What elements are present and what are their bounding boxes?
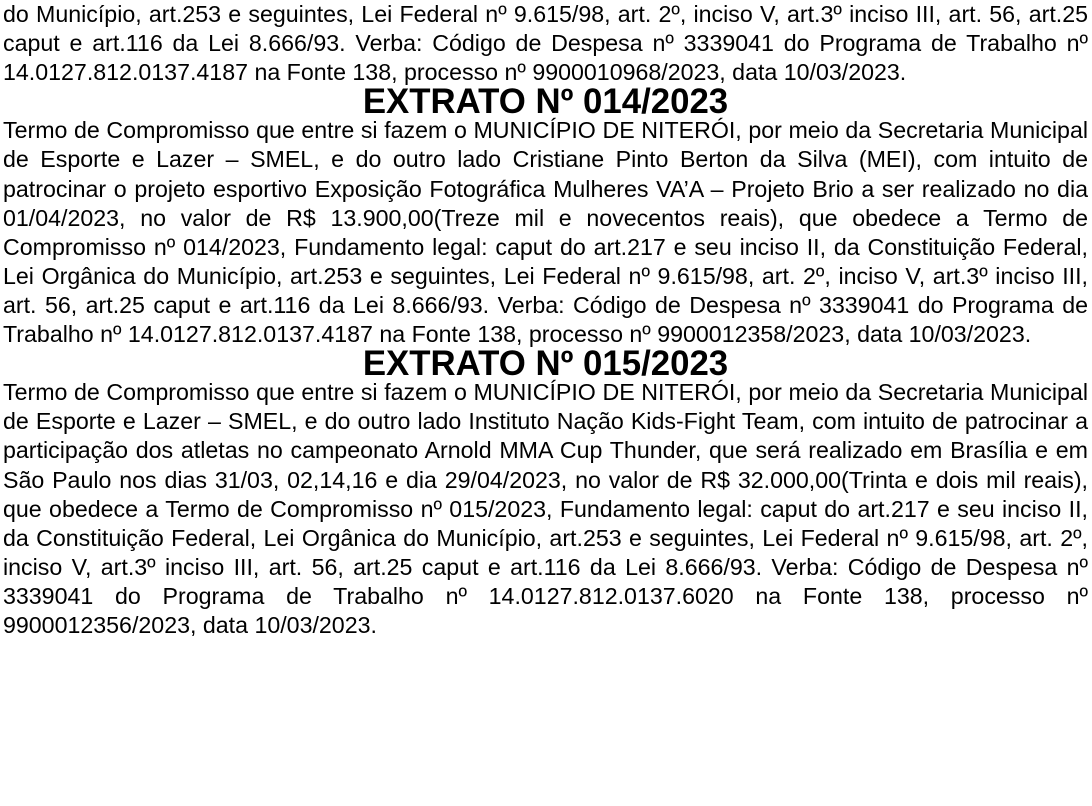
intro-paragraph: do Município, art.253 e seguintes, Lei Federal nº 9.615/98, art. 2º, inciso V, art.3º inciso III, art. 56, art.25 caput e art.116 da Lei 8.666/93. Verba: Código de Despesa nº 3339041 do Programa de Trabalho nº 14.0127.812.0137.4187 na Fonte 138, processo nº 9900010968/2023, data 10/03/2023.: [3, 1, 1088, 86]
extract-014-heading: EXTRATO Nº 014/2023: [362, 82, 729, 122]
extract-015-heading: EXTRATO Nº 015/2023: [362, 344, 729, 384]
extract-014-body: Termo de Compromisso que entre si fazem o MUNICÍPIO DE NITERÓI, por meio da Secretaria Municipal de Esporte e Lazer – SMEL, e do outro lado Cristiane Pinto Berton da Silva (MEI), com intuito de patrocinar o projeto esportivo Exposição Fotográfica Mulheres VA’A – Projeto Brio a ser realizado no dia 01/04/2023, no valor de R$ 13.900,00(Treze mil e novecentos reais), que obedece a Termo de Compromisso nº 014/2023, Fundamento legal: caput do art.217 e seu inciso II, da Constituição Federal, Lei Orgânica do Município, art.253 e seguintes, Lei Federal nº 9.615/98, art. 2º, inciso V, art.3º inciso III, art. 56, art.25 caput e art.116 da Lei 8.666/93. Verba: Código de Despesa nº 3339041 do Programa de Trabalho nº 14.0127.812.0137.4187 na Fonte 138, processo nº 9900012358/2023, data 10/03/2023.: [3, 117, 1088, 348]
extract-015-body: Termo de Compromisso que entre si fazem o MUNICÍPIO DE NITERÓI, por meio da Secretaria Municipal de Esporte e Lazer – SMEL, e do outro lado Instituto Nação Kids-Fight Team, com intuito de patrocinar a participação dos atletas no campeonato Arnold MMA Cup Thunder, que será realizado em Brasília e em São Paulo nos dias 31/03, 02,14,16 e dia 29/04/2023, no valor de R$ 32.000,00(Trinta e dois mil reais), que obedece a Termo de Compromisso nº 015/2023, Fundamento legal: caput do art.217 e seu inciso II, da Constituição Federal, Lei Orgânica do Município, art.253 e seguintes, Lei Federal nº 9.615/98, art. 2º, inciso V, art.3º inciso III, art. 56, art.25 caput e art.116 da Lei 8.666/93. Verba: Código de Despesa nº 3339041 do Programa de Trabalho nº 14.0127.812.0137.6020 na Fonte 138, processo nº 9900012356/2023, data 10/03/2023.: [3, 379, 1088, 638]
